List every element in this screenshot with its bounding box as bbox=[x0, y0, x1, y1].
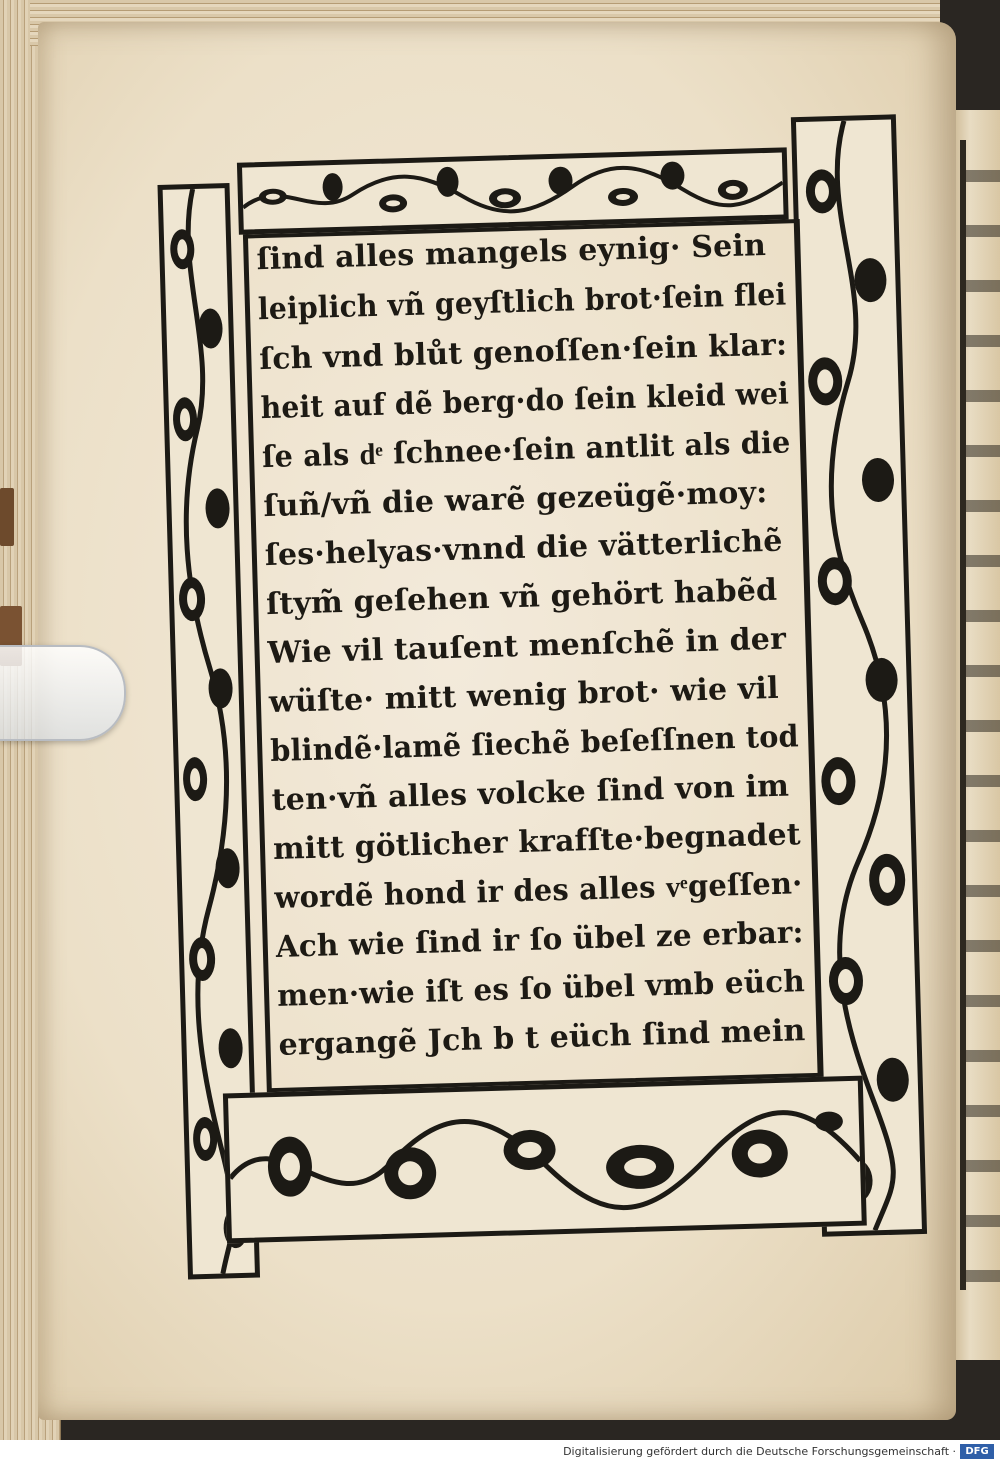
text-line-11: blindẽ·lamẽ ſiechẽ beſeſſnen tod bbox=[269, 719, 800, 770]
text-line-2: leiplich vñ geyſtlich brot·ſein flei bbox=[257, 277, 787, 328]
clasp-metal-top bbox=[0, 488, 14, 546]
text-line-12: ten·vñ alles volcke ſind von im bbox=[271, 768, 790, 818]
text-line-8: ſtym̃ geſehen vñ gehört habẽd bbox=[265, 572, 778, 623]
dfg-logo: DFG bbox=[960, 1444, 994, 1459]
funding-credit: Digitalisierung gefördert durch die Deutsche Forschungsgemeinschaft · bbox=[563, 1445, 956, 1458]
page-holder-clip bbox=[0, 645, 126, 741]
text-line-7: ſes·helyas·vnnd die vätterlichẽ bbox=[264, 523, 784, 574]
text-line-4: heit auf dẽ berg·do ſein kleid wei bbox=[260, 376, 790, 427]
text-line-17: ergangẽ Jch b t eüch ſind mein bbox=[278, 1013, 806, 1063]
text-line-14: wordẽ hond ir des alles vͤgeſſen· bbox=[273, 866, 803, 916]
text-line-1: ſind alles mangels eynig· Sein bbox=[256, 227, 767, 278]
footer-bar bbox=[0, 1440, 1000, 1464]
text-line-13: mitt götlicher krafſte·begnadet bbox=[272, 817, 802, 867]
text-line-3: ſch vnd blůt genoſſen·ſein klar: bbox=[258, 327, 788, 378]
text-block bbox=[243, 219, 824, 1092]
text-line-15: Ach wie ſind ir ſo übel ze erbar: bbox=[275, 915, 805, 965]
text-line-9: Wie vil tauſent menſchẽ in der bbox=[267, 621, 787, 672]
border-bottom-ornament bbox=[223, 1076, 867, 1244]
next-page-border-fragment bbox=[960, 140, 1000, 1290]
text-line-10: wüſte· mitt wenig brot· wie vil bbox=[268, 670, 780, 721]
woodcut-frame bbox=[156, 113, 958, 1284]
text-line-16: men·wie iſt es ſo übel vmb eüch bbox=[276, 964, 806, 1014]
next-page-edge bbox=[950, 110, 1000, 1360]
text-line-5: ſe als dͤ ſchnee·ſein antlit als die bbox=[261, 425, 791, 476]
text-line-6: ſuñ/vñ die warẽ gezeügẽ·moy: bbox=[263, 475, 768, 525]
